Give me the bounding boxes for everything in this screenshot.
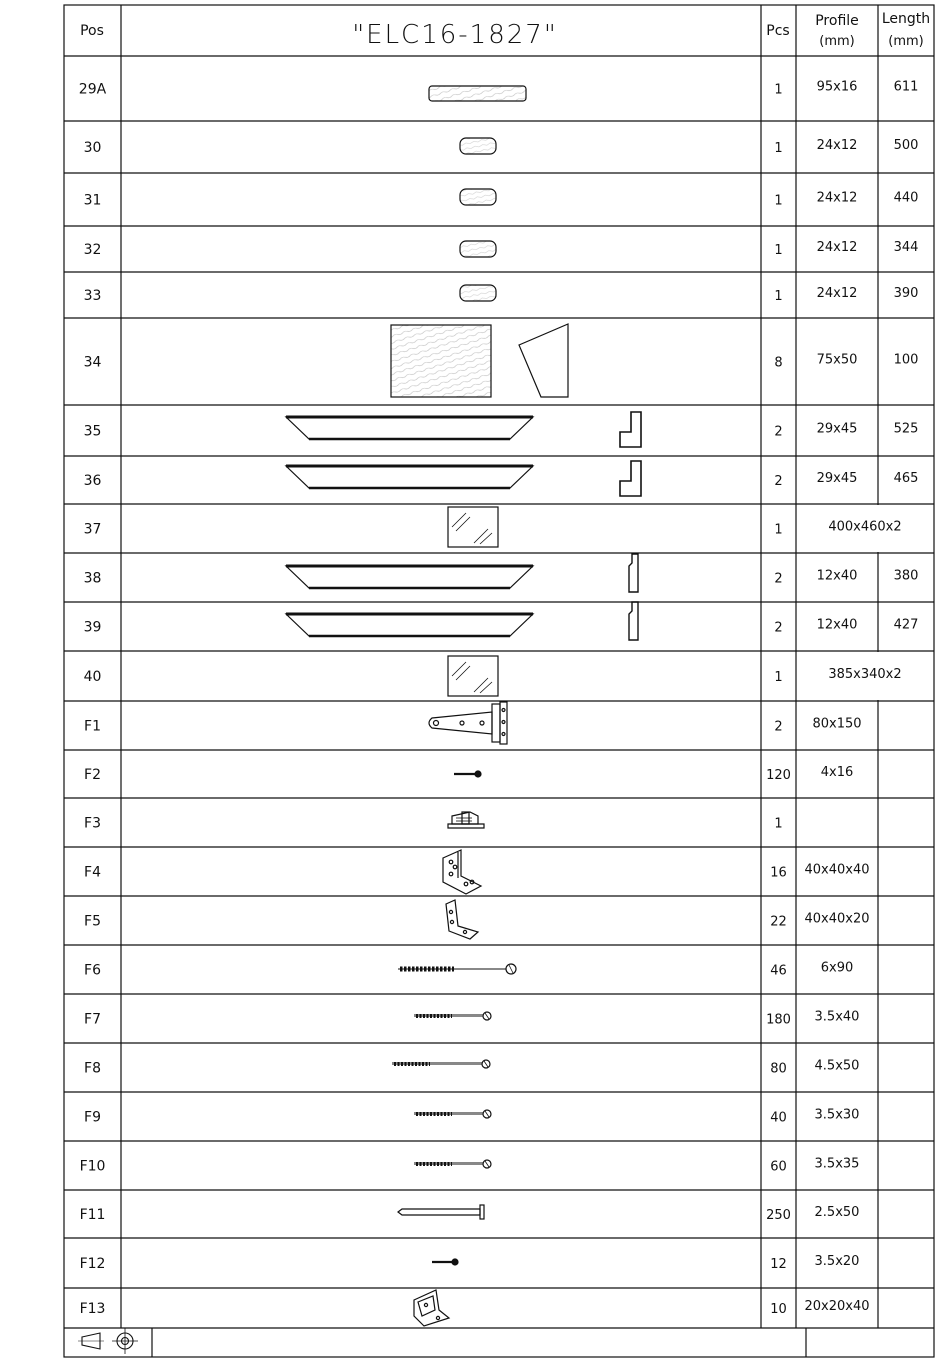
row-pcs: 2 <box>774 474 783 489</box>
glass-pane-icon <box>448 507 498 547</box>
row-pcs: 1 <box>774 141 783 156</box>
row-pos: 37 <box>83 521 102 538</box>
table-row <box>84 520 902 538</box>
nail-icon <box>398 1205 484 1219</box>
row-length: 440 <box>893 190 919 206</box>
row-pos: F1 <box>84 718 101 735</box>
table-row <box>84 863 869 881</box>
table-row <box>84 422 919 440</box>
row-pos: 33 <box>83 288 102 304</box>
row-pcs: 250 <box>766 1208 791 1223</box>
batten-section-icon <box>460 189 496 205</box>
table-row <box>84 1010 859 1028</box>
table-row <box>84 1059 859 1077</box>
row-pos: F12 <box>79 1256 106 1272</box>
row-pcs: 2 <box>774 620 783 636</box>
row-profile: 20x20x40 <box>804 1299 870 1314</box>
row-length: 465 <box>893 471 919 486</box>
row-profile: 6x90 <box>820 960 854 976</box>
batten-section-icon <box>460 241 496 257</box>
row-pcs: 46 <box>770 963 787 979</box>
magnetic-catch-icon <box>448 812 484 828</box>
row-pos: 39 <box>83 619 102 636</box>
row-profile: 385x340x2 <box>828 667 902 682</box>
row-pos: 30 <box>83 140 102 156</box>
table-row <box>84 286 919 304</box>
row-pcs: 60 <box>770 1159 787 1175</box>
row-pcs: 1 <box>774 193 783 209</box>
table-row <box>84 353 919 371</box>
row-pos: F7 <box>84 1011 101 1028</box>
row-pos: F11 <box>79 1207 106 1223</box>
mitred-frame-thin-profile-icon <box>286 602 638 640</box>
row-pos: 31 <box>83 192 102 209</box>
table-row <box>84 569 919 587</box>
table-row <box>84 138 919 156</box>
row-pcs: 8 <box>774 355 783 371</box>
row-pcs: 2 <box>774 424 783 440</box>
row-profile: 40x40x40 <box>804 862 870 878</box>
row-pos: F6 <box>84 962 101 979</box>
header-pcs: Pcs <box>766 23 790 39</box>
small-screw-icon <box>432 1259 458 1265</box>
screw-icon <box>414 1012 491 1020</box>
header-pos: Pos <box>80 23 104 39</box>
row-profile: 95x16 <box>816 79 858 95</box>
table-row <box>84 240 919 258</box>
table-row <box>80 1157 860 1175</box>
angle-bracket-icon <box>443 850 481 894</box>
row-profile: 24x12 <box>816 190 858 206</box>
row-profile: 29x45 <box>816 421 858 437</box>
row-profile: 3.5x40 <box>814 1009 860 1025</box>
row-pcs: 12 <box>770 1257 787 1272</box>
table-row <box>80 1254 860 1272</box>
row-profile: 2.5x50 <box>814 1205 860 1220</box>
row-profile: 3.5x35 <box>814 1156 860 1172</box>
batten-section-icon <box>460 138 496 154</box>
table-row <box>80 1205 860 1223</box>
row-length: 500 <box>893 138 919 153</box>
board-icon <box>429 86 526 101</box>
row-length: 525 <box>893 421 919 437</box>
row-pcs: 120 <box>766 768 791 783</box>
row-pcs: 2 <box>774 571 783 587</box>
row-pos: 32 <box>83 242 102 258</box>
row-pos: 34 <box>83 354 102 371</box>
row-length: 380 <box>893 568 919 584</box>
row-length: 611 <box>893 79 919 95</box>
angle-bracket-icon <box>446 900 478 939</box>
row-profile: 12x40 <box>816 568 858 584</box>
row-pcs: 1 <box>774 816 783 832</box>
row-profile: 29x45 <box>816 471 858 486</box>
row-pcs: 1 <box>774 289 783 304</box>
table-row <box>80 1299 870 1317</box>
drawing-title: "ELC16-1827" <box>352 20 558 50</box>
screw-icon <box>414 1110 491 1118</box>
screw-icon <box>414 1160 491 1168</box>
table-row <box>84 816 783 832</box>
row-pos: 35 <box>83 423 102 440</box>
table-row <box>84 667 902 685</box>
row-profile: 3.5x20 <box>814 1254 860 1269</box>
mitred-frame-l-profile-icon <box>286 461 641 496</box>
mitred-frame-thin-profile-icon <box>286 554 638 592</box>
row-pos: F3 <box>84 815 101 832</box>
row-profile: 4x16 <box>820 765 854 780</box>
row-profile: 3.5x30 <box>814 1107 860 1123</box>
row-profile: 24x12 <box>816 240 858 255</box>
row-profile: 24x12 <box>816 286 858 301</box>
table-row <box>84 471 919 489</box>
header-profile: Profile <box>815 13 859 29</box>
t-hinge-icon <box>429 702 507 744</box>
row-profile: 400x460x2 <box>828 519 902 535</box>
batten-section-icon <box>460 285 496 301</box>
table-grid <box>64 5 934 1357</box>
row-profile: 12x40 <box>816 617 858 633</box>
block-and-wedge-icon <box>391 324 568 397</box>
screw-icon <box>392 1060 490 1068</box>
row-profile: 40x40x20 <box>804 911 870 927</box>
row-pos: F9 <box>84 1109 101 1126</box>
row-pcs: 1 <box>774 522 783 538</box>
small-angle-bracket-icon <box>414 1290 449 1326</box>
row-profile: 75x50 <box>816 352 858 368</box>
table-row <box>84 191 919 209</box>
long-screw-icon <box>398 964 516 974</box>
row-pcs: 180 <box>766 1012 791 1028</box>
row-profile: 4.5x50 <box>814 1058 860 1074</box>
row-pcs: 16 <box>770 865 787 881</box>
table-row <box>84 1108 859 1126</box>
row-pcs: 10 <box>770 1302 787 1317</box>
row-pcs: 22 <box>770 914 787 930</box>
first-angle-projection-icon <box>78 1328 138 1354</box>
header-profile-unit: (mm) <box>819 34 855 49</box>
header-length-unit: (mm) <box>888 34 924 49</box>
parts-rows <box>79 80 919 1318</box>
row-length: 344 <box>893 240 919 255</box>
mitred-frame-l-profile-icon <box>286 412 641 447</box>
row-pos: F2 <box>84 767 101 783</box>
row-pos: F5 <box>84 913 101 930</box>
table-header <box>80 11 930 50</box>
row-profile: 80x150 <box>812 716 862 732</box>
row-pos: F13 <box>79 1301 106 1317</box>
row-pcs: 80 <box>770 1061 787 1077</box>
row-pcs: 1 <box>774 82 783 98</box>
row-length: 100 <box>893 352 919 368</box>
row-pos: 29A <box>78 81 107 98</box>
table-row <box>84 618 919 636</box>
row-pcs: 1 <box>774 670 783 685</box>
table-row <box>84 912 869 930</box>
row-pos: 36 <box>83 473 102 489</box>
row-pos: F8 <box>84 1060 101 1077</box>
small-screw-icon <box>454 771 481 777</box>
row-pos: F10 <box>79 1158 106 1175</box>
row-pcs: 2 <box>774 719 783 735</box>
row-pos: 40 <box>83 669 102 685</box>
row-profile: 24x12 <box>816 138 858 153</box>
row-pcs: 40 <box>770 1110 787 1126</box>
row-length: 427 <box>893 617 919 633</box>
glass-pane-icon <box>448 656 498 696</box>
row-pcs: 1 <box>774 243 783 258</box>
row-pos: 38 <box>83 570 102 587</box>
header-length: Length <box>881 11 931 27</box>
row-length: 390 <box>893 286 919 301</box>
row-pos: F4 <box>84 864 101 881</box>
